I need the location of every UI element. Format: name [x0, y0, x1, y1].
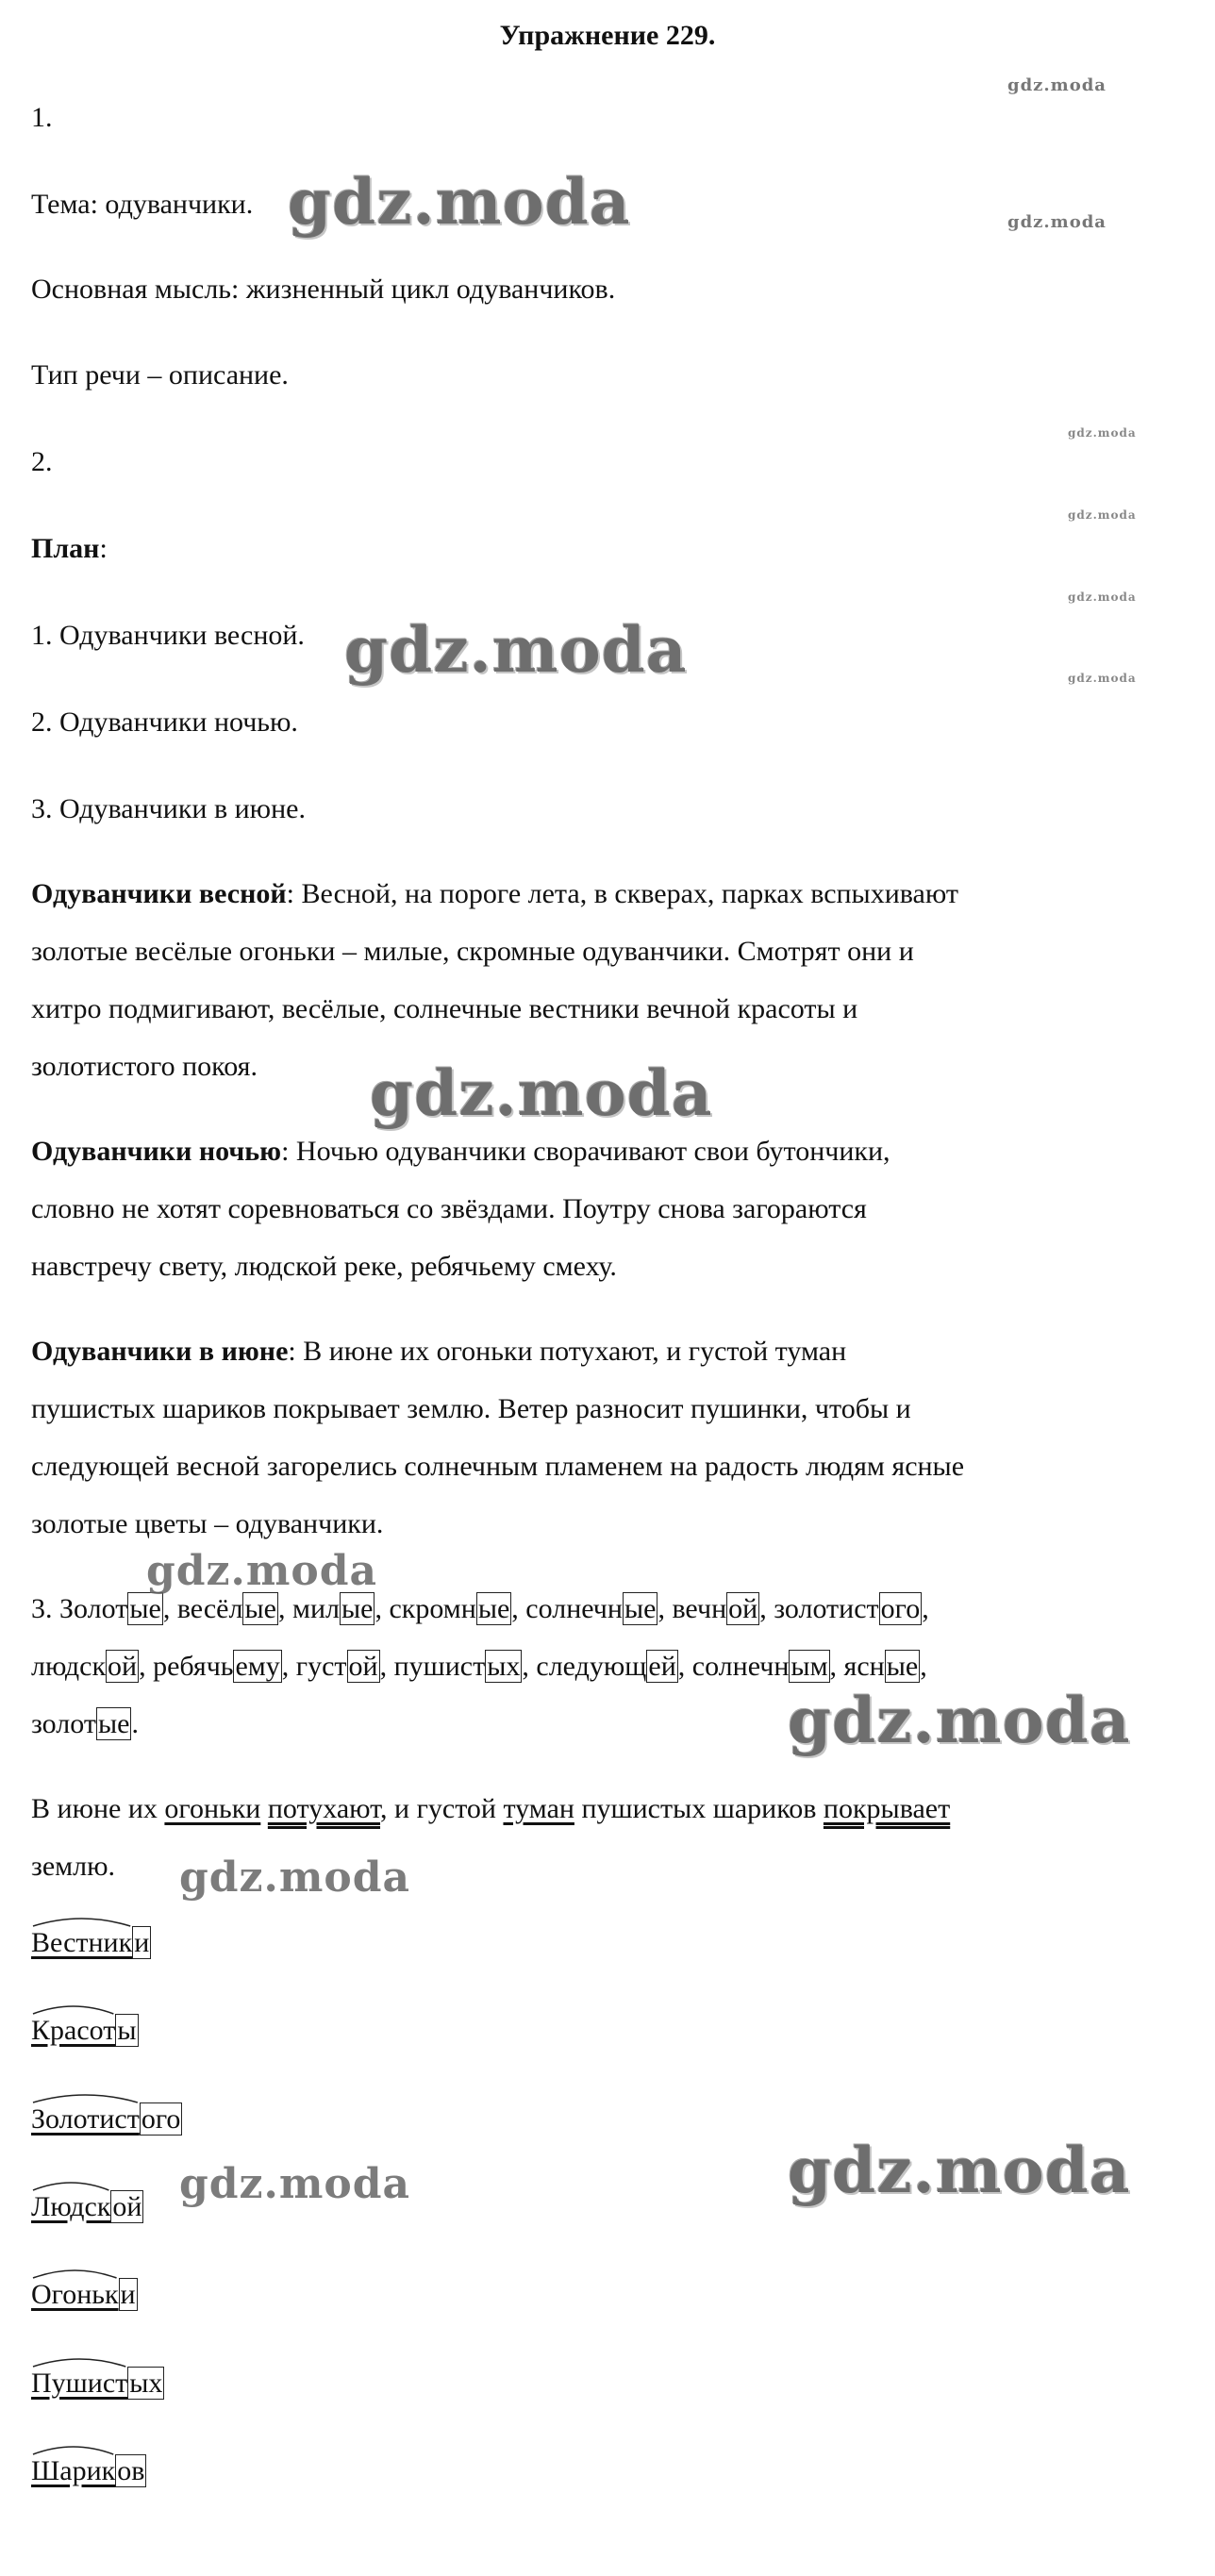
- word-ending-box: ов: [117, 2455, 145, 2486]
- watermark-logo: gdz.moda: [1007, 75, 1107, 95]
- word-stem: Золот: [52, 1593, 128, 1624]
- plan-colon: :: [99, 533, 108, 564]
- paragraph-text: : Весной, на пороге лета, в скверах, парках вспыхивают: [286, 878, 958, 909]
- word-ending-box: ему: [235, 1651, 280, 1682]
- paragraph-june-line: золотые цветы – одуванчики.: [31, 1508, 384, 1539]
- watermark-logo: gdz.moda: [788, 2134, 1131, 2207]
- paragraph-night-heading: Одуванчики ночью: [31, 1136, 282, 1167]
- paragraph-night-line: [31, 1133, 890, 1171]
- paragraph-night-line: навстречу свету, людской реке, ребячьему смеху.: [31, 1251, 617, 1282]
- separator: ,: [829, 1651, 844, 1682]
- watermark-logo: gdz.moda: [1007, 212, 1107, 232]
- separator: ,: [920, 1651, 927, 1682]
- analysis-text: пушистых шариков: [574, 1793, 824, 1824]
- main-idea-line: Основная мысль: жизненный цикл одуванчиков.: [31, 274, 616, 305]
- word-parse-item: [31, 1924, 151, 1962]
- word-stem: ясн: [843, 1651, 885, 1682]
- plan-item: 3. Одуванчики в июне.: [31, 793, 306, 824]
- paragraph-june-heading: Одуванчики в июне: [31, 1336, 289, 1367]
- separator: ,: [511, 1593, 526, 1624]
- paragraph-june-line: пушистых шариков покрывает землю. Ветер разносит пушинки, чтобы и: [31, 1393, 911, 1424]
- separator: ,: [657, 1593, 673, 1624]
- root-arc-mark: [31, 2353, 127, 2368]
- word-stem-wrapper: [31, 2452, 115, 2490]
- word-stem: густ: [295, 1651, 347, 1682]
- word-stem: пушист: [393, 1651, 486, 1682]
- word-stem: солнечн: [691, 1651, 790, 1682]
- word-stem: ребячь: [153, 1651, 234, 1682]
- word-stem-wrapper: [31, 2365, 127, 2402]
- subject-word: туман: [503, 1793, 574, 1824]
- word-stem-wrapper: [31, 2101, 140, 2138]
- word-stem: весёл: [176, 1593, 243, 1624]
- word-ending-box: ым: [791, 1651, 828, 1682]
- section-3-number: 3.: [31, 1593, 53, 1624]
- word-ending-box: ые: [129, 1593, 161, 1624]
- word-ending-box: ы: [117, 2015, 137, 2046]
- root-arc-mark: [31, 2089, 140, 2104]
- word-stem: Красот: [31, 2015, 116, 2046]
- word-stem: Шарик: [31, 2455, 116, 2486]
- word-ending-box: ые: [341, 1593, 374, 1624]
- exercise-title: Упражнение 229.: [499, 20, 716, 51]
- word-parse-item: [31, 2276, 138, 2314]
- paragraph-june-line: [31, 1333, 846, 1371]
- root-arc-mark: [31, 2177, 110, 2192]
- word-ending-box: ые: [97, 1708, 130, 1739]
- word-ending-box: и: [120, 2279, 136, 2310]
- word-stem: Огоньк: [31, 2279, 119, 2310]
- paragraph-spring-line: [31, 875, 958, 913]
- word-stem-wrapper: [31, 1924, 132, 1962]
- word-ending-box: ого: [880, 1593, 921, 1624]
- watermark-logo: gdz.moda: [288, 165, 631, 239]
- predicate-word: потухают: [267, 1793, 381, 1824]
- separator: ,: [281, 1651, 296, 1682]
- separator: ,: [277, 1593, 292, 1624]
- separator: ,: [139, 1651, 154, 1682]
- separator: ,: [677, 1651, 692, 1682]
- word-ending-box: ой: [108, 1651, 138, 1682]
- separator: ,: [522, 1651, 537, 1682]
- paragraph-spring-line: золотые весёлые огоньки – милые, скромные одуванчики. Смотрят они и: [31, 936, 914, 967]
- word-stem: солнечн: [525, 1593, 623, 1624]
- word-ending-box: ой: [112, 2191, 142, 2222]
- word-stem: вечн: [672, 1593, 727, 1624]
- watermark-logo: gdz.moda: [1068, 508, 1137, 522]
- word-stem-wrapper: [31, 2188, 110, 2226]
- word-stem-wrapper: [31, 2276, 119, 2314]
- section-2-number: 2.: [31, 446, 53, 477]
- predicate-word: покрывает: [823, 1793, 951, 1824]
- word-parse-item: [31, 2012, 139, 2050]
- analysis-sentence-line: землю.: [31, 1851, 116, 1882]
- paragraph-spring-line: хитро подмигивают, весёлые, солнечные вестники вечной красоты и: [31, 993, 858, 1024]
- word-stem: мил: [291, 1593, 340, 1624]
- word-parse-item: [31, 2188, 143, 2226]
- word-ending-box: ые: [624, 1593, 657, 1624]
- watermark-logo: gdz.moda: [1068, 590, 1137, 604]
- word-ending-box: и: [134, 1927, 150, 1958]
- plan-heading: [31, 530, 108, 568]
- word-stem: Золотист: [31, 2103, 140, 2135]
- word-stem-wrapper: [31, 2012, 115, 2050]
- word-ending-box: ые: [244, 1593, 276, 1624]
- word-ending-box: ой: [728, 1593, 758, 1624]
- word-stem: следующ: [536, 1651, 647, 1682]
- analysis-text: [260, 1793, 268, 1824]
- plan-label: План: [31, 533, 100, 564]
- word-stem: Вестник: [31, 1927, 133, 1958]
- watermark-logo: gdz.moda: [1068, 426, 1137, 440]
- plan-item: 1. Одуванчики весной.: [31, 620, 305, 651]
- separator: ,: [922, 1593, 929, 1624]
- paragraph-text: : В июне их огоньки потухают, и густой туман: [288, 1336, 847, 1367]
- separator: ,: [379, 1651, 394, 1682]
- watermark-logo: gdz.moda: [370, 1056, 713, 1130]
- watermark-logo: gdz.moda: [1068, 672, 1137, 685]
- watermark-logo: gdz.moda: [179, 2160, 411, 2208]
- word-parse-item: [31, 2101, 182, 2138]
- watermark-logo: gdz.moda: [344, 613, 688, 687]
- watermark-logo: gdz.moda: [146, 1547, 378, 1595]
- word-ending-box: ых: [487, 1651, 521, 1682]
- root-arc-mark: [31, 2441, 115, 2456]
- word-stem: скромн: [389, 1593, 476, 1624]
- word-stem: золотист: [774, 1593, 879, 1624]
- separator: ,: [162, 1593, 177, 1624]
- separator: ,: [759, 1593, 774, 1624]
- paragraph-june-line: следующей весной загорелись солнечным пламенем на радость людям ясные: [31, 1451, 965, 1482]
- watermark-logo: gdz.moda: [179, 1853, 411, 1902]
- paragraph-spring-heading: Одуванчики весной: [31, 878, 287, 909]
- word-ending-box: ой: [348, 1651, 378, 1682]
- word-parse-item: [31, 2365, 164, 2402]
- root-arc-mark: [31, 1913, 132, 1928]
- endings-line-3: [31, 1705, 139, 1743]
- word-ending-box: ые: [886, 1651, 919, 1682]
- analysis-text: В июне их: [31, 1793, 165, 1824]
- section-1-number: 1.: [31, 102, 53, 133]
- analysis-text: , и густой: [380, 1793, 504, 1824]
- watermark-logo: gdz.moda: [788, 1684, 1131, 1757]
- paragraph-night-line: словно не хотят соревноваться со звёздами. Поутру снова загораются: [31, 1193, 867, 1224]
- word-ending-box: ые: [477, 1593, 510, 1624]
- topic-line: Тема: одуванчики.: [31, 189, 254, 220]
- word-stem: людск: [31, 1651, 107, 1682]
- paragraph-text: : Ночью одуванчики сворачивают свои бутончики,: [281, 1136, 890, 1167]
- word-ending-box: ого: [141, 2103, 181, 2135]
- root-arc-mark: [31, 2001, 115, 2016]
- subject-word: огоньки: [164, 1793, 261, 1824]
- word-ending-box: ых: [129, 2368, 163, 2399]
- endings-line-2: [31, 1648, 927, 1686]
- plan-item: 2. Одуванчики ночью.: [31, 706, 298, 738]
- separator: ,: [374, 1593, 390, 1624]
- speech-type-line: Тип речи – описание.: [31, 359, 289, 391]
- word-stem: золот: [31, 1708, 96, 1739]
- word-ending-box: ей: [648, 1651, 676, 1682]
- word-stem: Пушист: [31, 2368, 128, 2399]
- analysis-sentence-line: [31, 1790, 950, 1828]
- separator: .: [131, 1708, 139, 1739]
- word-stem: Людск: [31, 2191, 111, 2222]
- endings-line-1: [31, 1590, 929, 1628]
- root-arc-mark: [31, 2265, 119, 2280]
- word-parse-item: [31, 2452, 146, 2490]
- paragraph-spring-line: золотистого покоя.: [31, 1051, 258, 1082]
